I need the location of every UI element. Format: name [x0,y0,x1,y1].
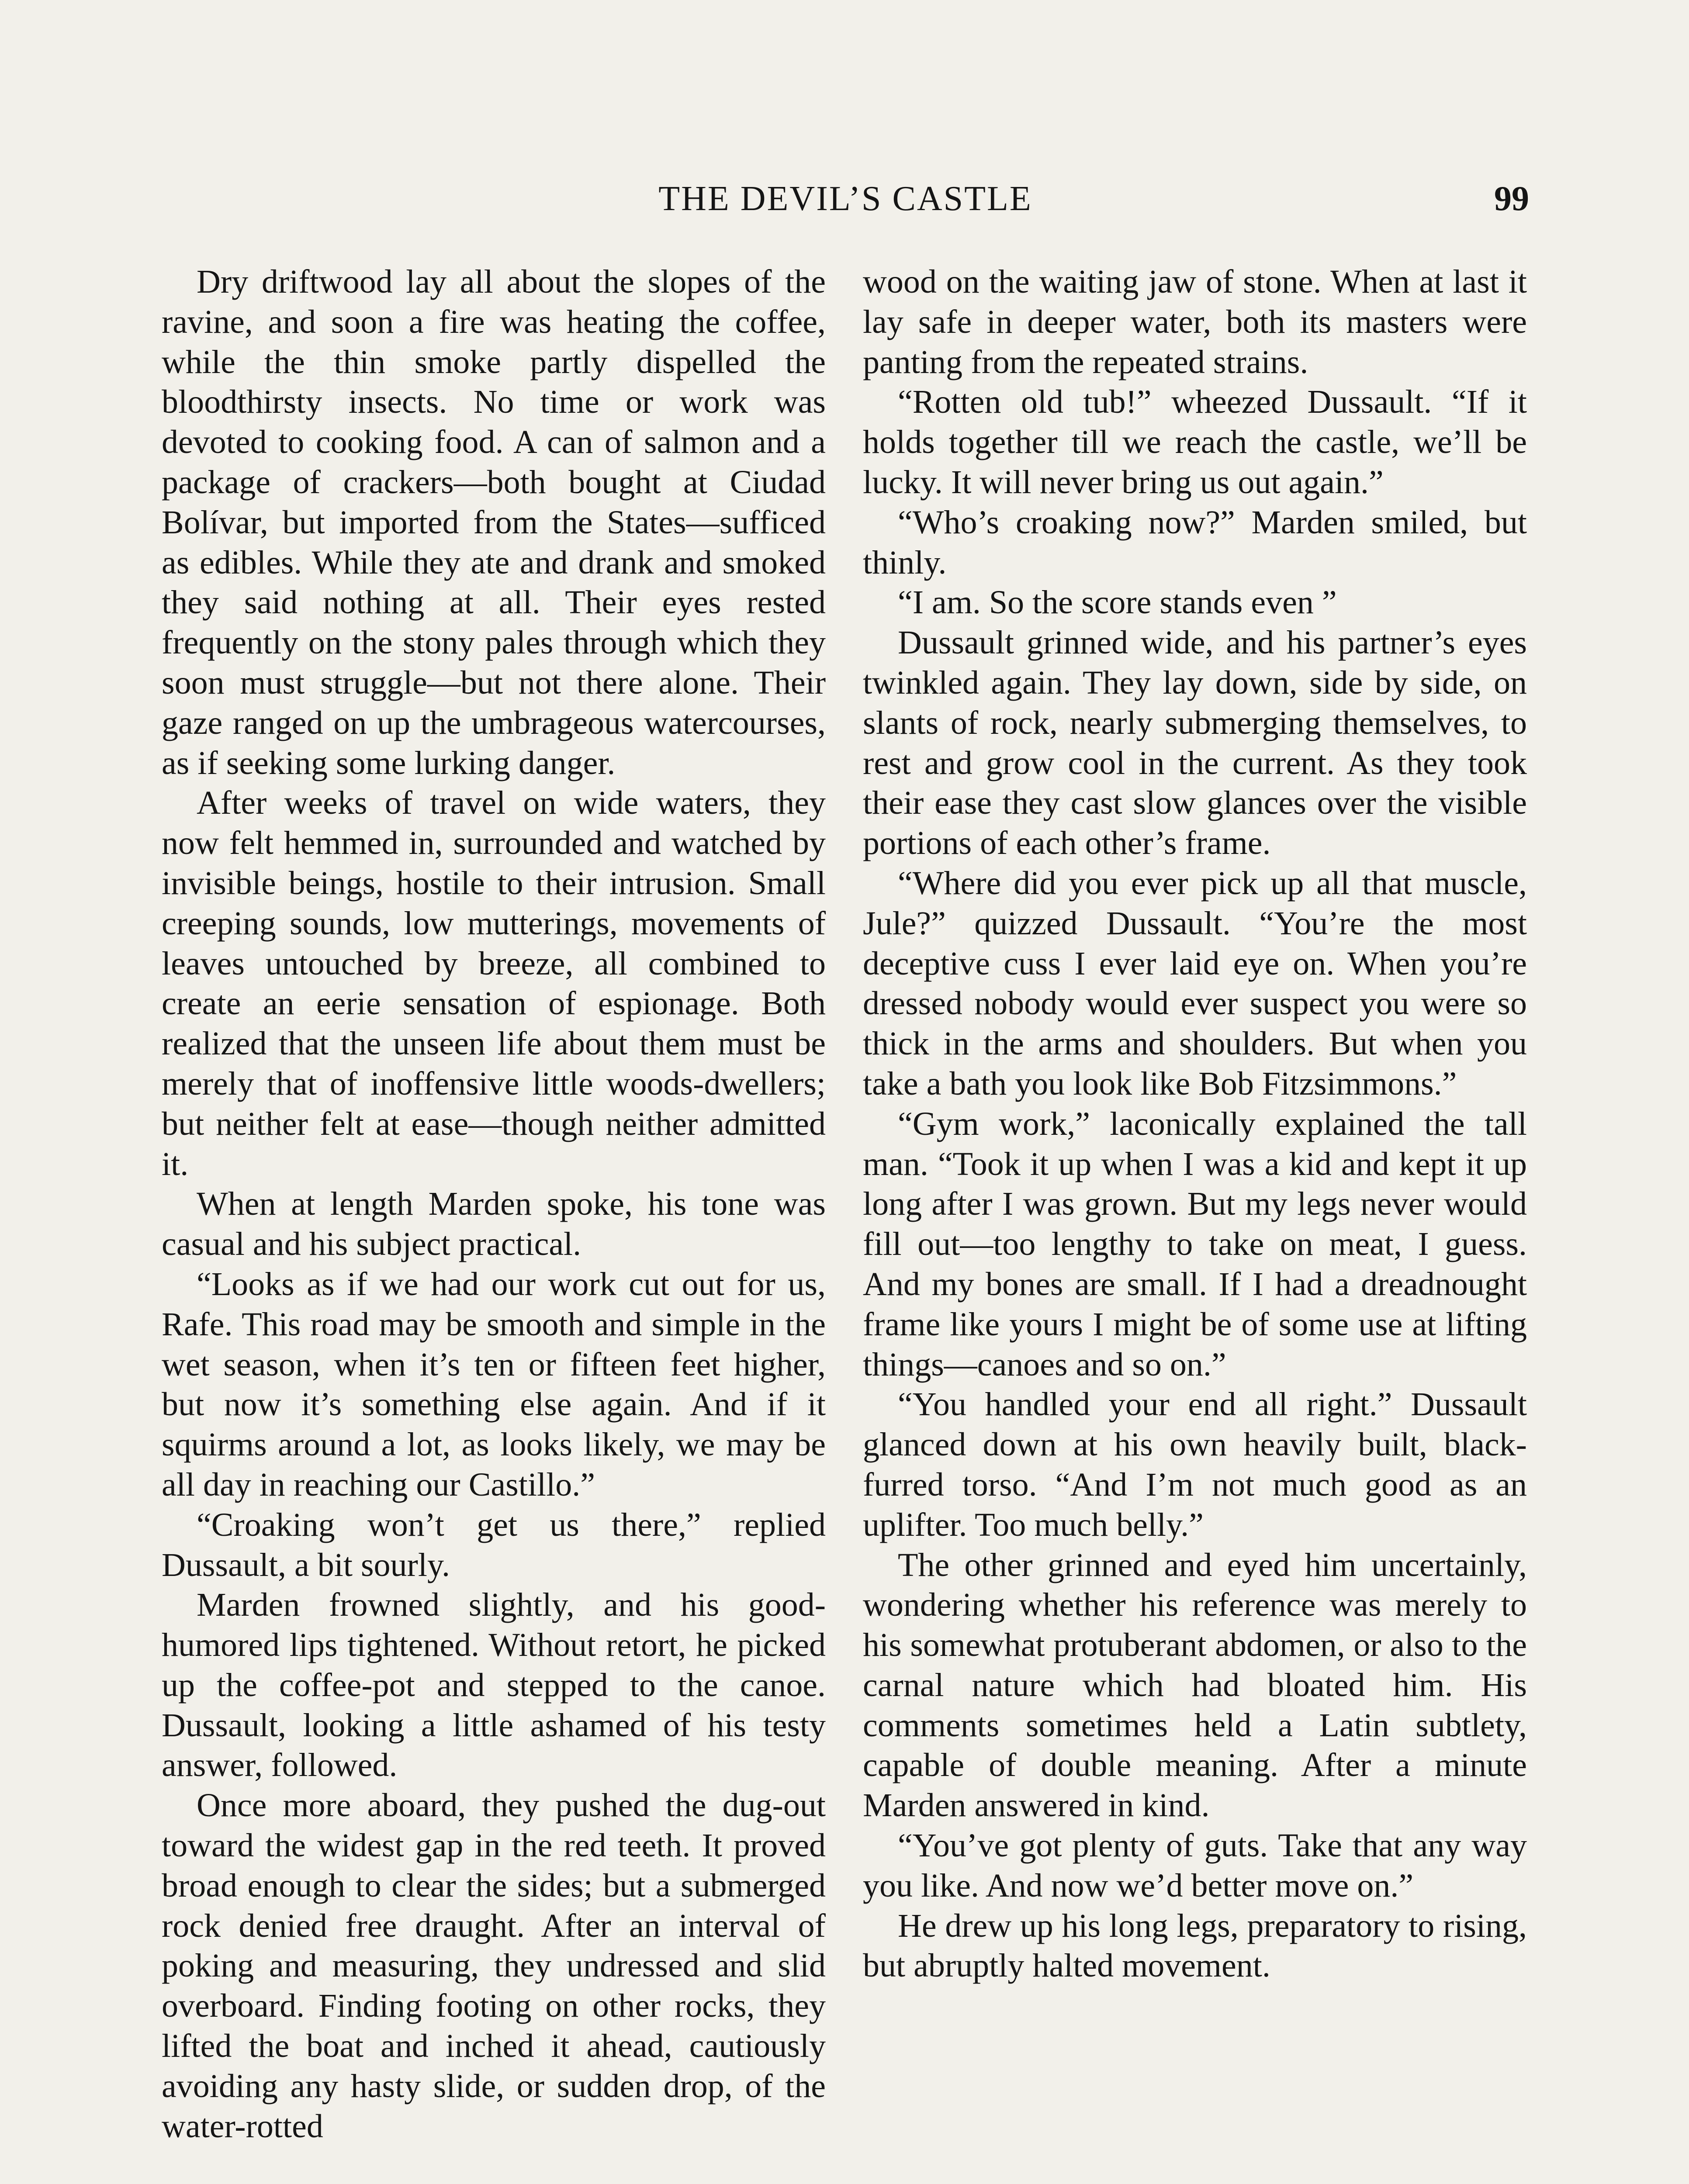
paragraph: “Rotten old tub!” wheezed Dussault. “If it holds together till we reach the castle, we’ll be lucky. It will never bring us out again.” [863,384,1527,501]
paragraph: After weeks of travel on wide waters, they now felt hemmed in, surrounded and watched by invisible beings, hostile to their intrusion. Small creeping sounds, low mutterings, movements of leaves untouched by breeze, all combined to create an eerie sensation of espionage. Both realized that the unseen life about them must be merely that of inoffensive little woods-dwellers; but neither felt at ease—though neither admitted it. [162,784,826,1182]
paragraph: “Gym work,” laconically explained the tall man. “Took it up when I was a kid and kept it up long after I was grown. But my legs never would fill out—too lengthy to take on meat, I guess. And my bones are small. If I had a dreadnought frame like yours I might be of some use at lifting things—canoes and so on.” [863,1105,1527,1383]
paragraph: “You’ve got plenty of guts. Take that any way you like. And now we’d better move on.” [863,1827,1527,1904]
paragraph: Dry driftwood lay all about the slopes of the ravine, and soon a fire was heating the coffee, while the thin smoke partly dispelled the bloodthirsty insects. No time or work was devoted to cooking food. A can of salmon and a package of crackers—both bought at Ciudad Bolívar, but imported from the States—sufficed as edibles. While they ate and drank and smoked they said nothing at all. Their eyes rested frequently on the stony pales through which they soon must struggle—but not there alone. Their gaze ranged on up the umbrageous watercourses, as if seeking some lurking danger. [162,263,826,781]
page-number: 99 [1494,180,1529,218]
paragraph: He drew up his long legs, preparatory to rising, but abruptly halted movement. [863,1907,1527,1984]
right-column [863,262,1527,1986]
running-title: THE DEVIL’S CASTLE [658,180,1032,218]
page-header [162,175,1529,223]
paragraph: “Who’s croaking now?” Marden smiled, but thinly. [863,504,1527,581]
paragraph: The other grinned and eyed him uncertainly, wondering whether his reference was merely to his somewhat protuberant abdomen, or also to the carnal nature which had bloated him. His comments sometimes held a Latin subtlety, capable of double meaning. After a minute Marden answered in kind. [863,1546,1527,1824]
paragraph: “Where did you ever pick up all that muscle, Jule?” quizzed Dussault. “You’re the most deceptive cuss I ever laid eye on. When you’re dressed nobody would ever suspect you were so thick in the arms and shoulders. But when you take a bath you look like Bob Fitzsimmons.” [863,864,1527,1102]
paragraph: Once more aboard, they pushed the dug-out toward the widest gap in the red teeth. It proved broad enough to clear the sides; but a submerged rock denied free draught. After an interval of poking and measuring, they undressed and slid overboard. Finding footing on other rocks, they lifted the boat and inched it ahead, cautiously avoiding any hasty slide, or sudden drop, of the water-rotted [162,1787,826,2145]
paragraph: Dussault grinned wide, and his partner’s eyes twinkled again. They lay down, side by side, on slants of rock, nearly submerging themselves, to rest and grow cool in the current. As they took their ease they cast slow glances over the visible portions of each other’s frame. [863,624,1527,862]
paragraph: When at length Marden spoke, his tone was casual and his subject practical. [162,1185,826,1263]
paragraph: Marden frowned slightly, and his good-humored lips tightened. Without retort, he picked up the coffee-pot and stepped to the canoe. Dussault, looking a little ashamed of his testy answer, followed. [162,1586,826,1784]
paragraph: “Croaking won’t get us there,” replied Dussault, a bit sourly. [162,1506,826,1583]
paragraph: “I am. So the score stands even ” [898,584,1337,621]
paragraph: “Looks as if we had our work cut out for us, Rafe. This road may be smooth and simple in the wet season, when it’s ten or fifteen feet higher, but now it’s something else again. And if it squirms around a lot, as looks likely, we may be all day in reaching our Castillo.” [162,1265,826,1503]
paragraph: “You handled your end all right.” Dussault glanced down at his own heavily built, black-furred torso. “And I’m not much good as an uplifter. Too much belly.” [863,1386,1527,1543]
left-column [162,262,826,2146]
paragraph-continuation: wood on the waiting jaw of stone. When at last it lay safe in deeper water, both its masters were panting from the repeated strains. [863,263,1527,380]
